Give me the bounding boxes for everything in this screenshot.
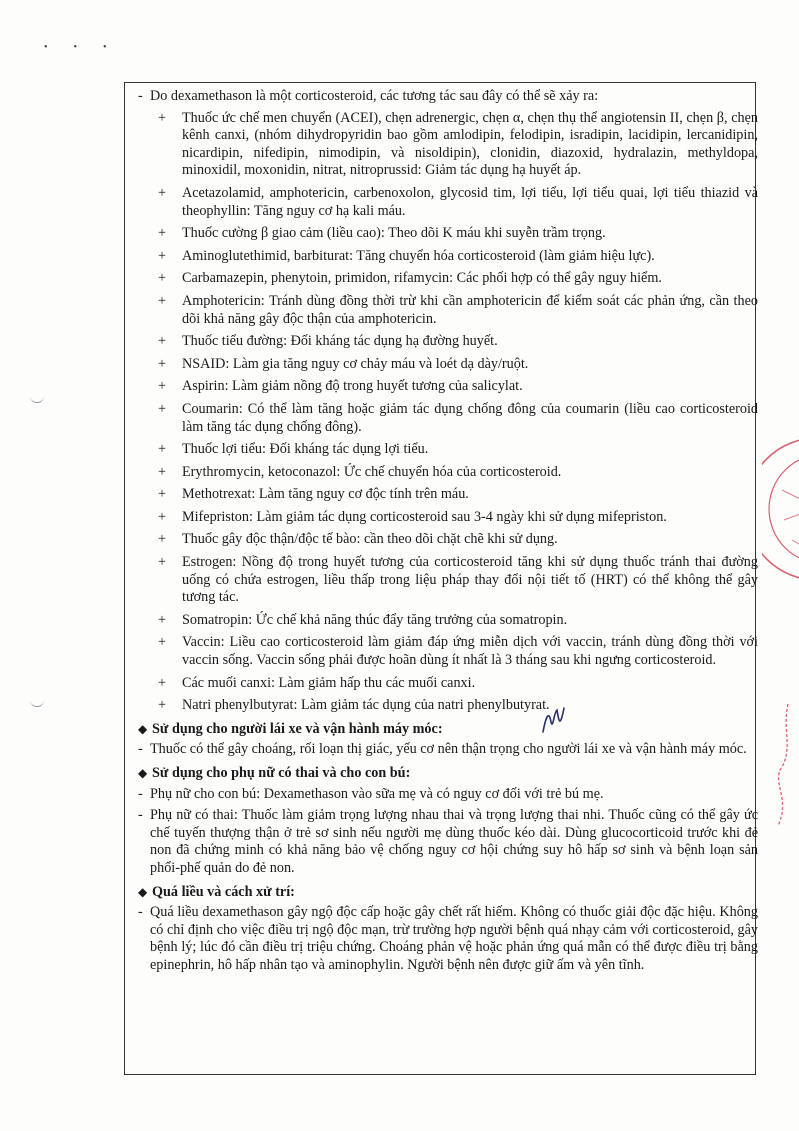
diamond-bullet-icon: ◆ <box>138 766 148 780</box>
interaction-item: + Thuốc cường β giao cảm (liều cao): Theo dõi K máu khi suyễn trầm trọng. <box>158 225 606 242</box>
interaction-item: + Methotrexat: Làm tăng nguy cơ độc tính trên máu. <box>158 486 469 503</box>
punch-hole-mark <box>30 392 44 403</box>
punch-hole-mark <box>30 696 44 707</box>
interaction-item: + Aspirin: Làm giảm nồng độ trong huyết tương của salicylat. <box>158 378 523 395</box>
driving-heading: ◆ Sử dụng cho người lái xe và vận hành máy móc: <box>138 720 443 737</box>
interaction-item: + Thuốc tiểu đường: Đối kháng tác dụng hạ đường huyết. <box>158 333 498 350</box>
interaction-item: + Thuốc lợi tiểu: Đối kháng tác dụng lợi tiểu. <box>158 441 429 458</box>
interaction-item: + Coumarin: Có thể làm tăng hoặc giảm tác dụng chống đông của coumarin (liều cao corticosteroid làm tăng tác dụng chống đông). <box>158 400 758 435</box>
interaction-item: + Somatropin: Ức chế khả năng thúc đẩy tăng trưởng của somatropin. <box>158 611 568 628</box>
interaction-item: + Aminoglutethimid, barbiturat: Tăng chuyển hóa corticosteroid (làm giảm hiệu lực). <box>158 247 655 264</box>
company-seal-stamp-icon <box>762 430 799 590</box>
interaction-item: + Thuốc ức chế men chuyển (ACEI), chẹn adrenergic, chẹn α, chẹn thụ thể angiotensin II, chẹn β, chẹn kênh canxi, (nhóm dihydropyridin bao gồm amlodipin, felodipin, isradipin, lacidipin, lercanidipin, nicardipin, nifedipin, nimodipin, và nisoldipin), clonidin, diazoxid, hydralazin, methyldopa, minoxidil, moxonidin, nitrat, nitroprussid: Giảm tác dụng hạ huyết áp. <box>158 109 758 179</box>
driving-text: - Thuốc có thể gây choáng, rối loạn thị giác, yếu cơ nên thận trọng cho người lái xe và vận hành máy móc. <box>138 741 747 758</box>
pregnancy-heading: ◆ Sử dụng cho phụ nữ có thai và cho con bú: <box>138 765 411 781</box>
stamp-edge-mark-icon <box>768 700 796 830</box>
interaction-list <box>138 110 758 715</box>
interaction-item: + Thuốc gây độc thận/độc tế bào: cần theo dõi chặt chẽ khi sử dụng. <box>158 531 558 548</box>
pregnancy-item: - Phụ nữ có thai: Thuốc làm giảm trọng lượng nhau thai và trọng lượng thai nhi. Thuốc cũng có thể gây ức chế tuyến thượng thận ở trẻ sơ sinh nếu người mẹ dùng thuốc kéo dài. Dùng glucocorticoid trước khi đẻ non đã chứng minh có khả năng bảo vệ chống nguy cơ hội chứng suy hô hấp sơ sinh và bệnh loạn sản phổi-phế quản do đẻ non. <box>138 807 758 876</box>
interaction-item: + Natri phenylbutyrat: Làm giảm tác dụng của natri phenylbutyrat. <box>158 697 550 714</box>
diamond-bullet-icon: ◆ <box>138 884 148 899</box>
interaction-item: + NSAID: Làm gia tăng nguy cơ chảy máu và loét dạ dày/ruột. <box>158 355 529 372</box>
overdose-heading: ◆ Quá liều và cách xử trí: <box>138 883 295 900</box>
interaction-item: + Acetazolamid, amphotericin, carbenoxolon, glycosid tim, lợi tiểu, lợi tiểu quai, lợi tiểu thiazid và theophyllin: Tăng nguy cơ hạ kali máu. <box>158 184 758 219</box>
document-body <box>138 88 758 979</box>
interaction-item: + Các muối canxi: Làm giảm hấp thu các muối canxi. <box>158 674 476 691</box>
overdose-text: - Quá liều dexamethason gây ngộ độc cấp hoặc gây chết rất hiếm. Không có thuốc giải độc đặc hiệu. Không có chỉ định cho việc điều trị ngộ độc mạn, trừ trường hợp người bệnh quá nhạy cảm với corticosteroid, gây bệnh lý; lúc đó cần điều trị triệu chứng. Choáng phản vệ hoặc phản ứng quá mẫn có thể được điều trị bằng epinephrin, hô hấp nhân tạo và aminophylin. Người bệnh nên được giữ ấm và yên tĩnh. <box>138 904 758 973</box>
interaction-item: + Carbamazepin, phenytoin, primidon, rifamycin: Các phối hợp có thể gây nguy hiểm. <box>158 270 662 287</box>
interaction-item: + Mifepriston: Làm giảm tác dụng corticosteroid sau 3-4 ngày khi sử dụng mifepriston. <box>158 508 667 525</box>
interaction-item: + Erythromycin, ketoconazol: Ức chế chuyển hóa của corticosteroid. <box>158 463 562 480</box>
diamond-bullet-icon: ◆ <box>138 721 148 736</box>
pregnancy-item: - Phụ nữ cho con bú: Dexamethason vào sữa mẹ và có nguy cơ đối với trẻ bú mẹ. <box>138 785 604 802</box>
interaction-item: + Vaccin: Liều cao corticosteroid làm giảm đáp ứng miễn dịch với vaccin, tránh dùng đồng thời với vaccin sống. Vaccin sống phải được hoãn dùng ít nhất là 3 tháng sau khi ngưng corticosteroid. <box>158 634 758 669</box>
interaction-item: + Estrogen: Nồng độ trong huyết tương của corticosteroid tăng khi sử dụng thuốc tránh thai đường uống có chứa estrogen, liều thấp trong liệu pháp thay đổi nội tiết tố (HRT) có thể không thể gây tương tác. <box>158 554 758 606</box>
handwritten-initial-icon <box>540 704 570 738</box>
interactions-intro: - Do dexamethason là một corticosteroid, các tương tác sau đây có thể sẽ xảy ra: <box>138 88 599 104</box>
scan-dots: ••• <box>44 42 133 53</box>
interaction-item: + Amphotericin: Tránh dùng đồng thời trừ khi cần amphotericin để kiểm soát các phản ứng, cần theo dõi khả năng gây độc thận của amphotericin. <box>158 292 758 327</box>
